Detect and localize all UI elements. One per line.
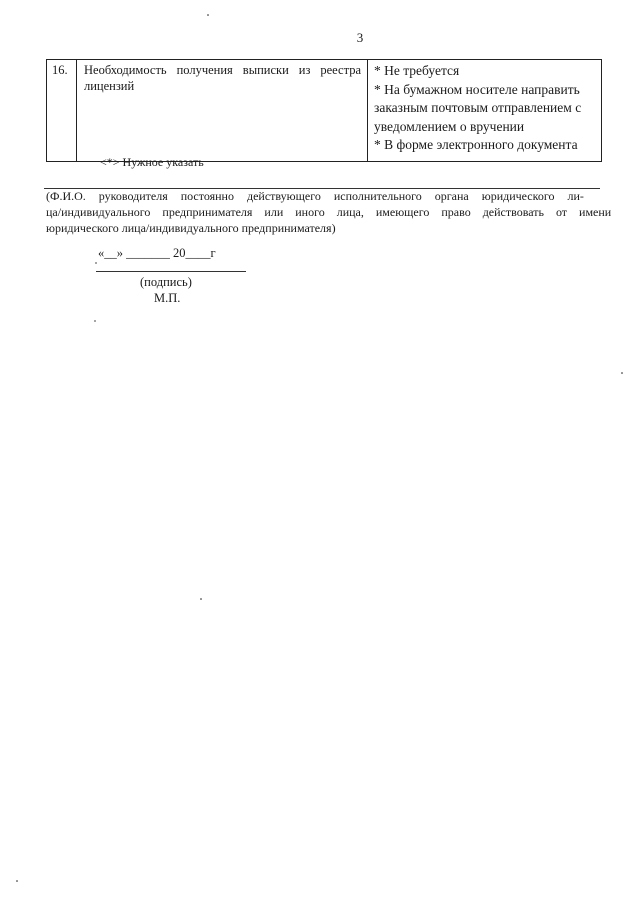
signatory-caption [46,188,614,236]
scan-speck [16,880,18,882]
signature-rule [96,271,246,272]
options-cell [368,60,602,162]
signatory-line-1: (Ф.И.О. руководителя постоянно действующего исполнительного органа юридического ли- [46,189,584,203]
table-row [47,60,602,162]
option-paper-line-1: * На бумажном носителе направить [374,81,580,97]
scan-speck [200,598,202,600]
row-number-cell [47,60,77,162]
option-paper-line-2: заказным почтовым отправлением с [374,100,582,115]
signatory-line-3: юридического лица/индивидуального предпринимателя) [46,221,336,235]
page-number: 3 [356,30,364,45]
option-electronic: * В форме электронного документа [374,137,578,152]
licence-extract-table [46,59,602,162]
question-text: Необходимость получения выписки из реестра лицензий [84,63,361,93]
scan-speck [621,372,623,374]
stamp-label: М.П. [154,291,181,305]
scan-speck [94,320,96,322]
option-paper-line-3: уведомлением о вручении [374,118,525,134]
footnote: <*> Нужное указать [100,155,204,169]
option-not-required: * Не требуется [374,63,460,78]
signature-label: (подпись) [140,275,192,289]
options-list [368,60,601,155]
scan-speck [207,14,209,16]
signatory-line-2: ца/индивидуального предпринимателя или иного лица, имеющего право действовать от имени [46,205,612,219]
question-cell [77,60,368,162]
scan-speck [95,262,97,264]
date-line: «__» _______ 20____г [98,246,216,260]
row-number: 16. [52,63,68,77]
